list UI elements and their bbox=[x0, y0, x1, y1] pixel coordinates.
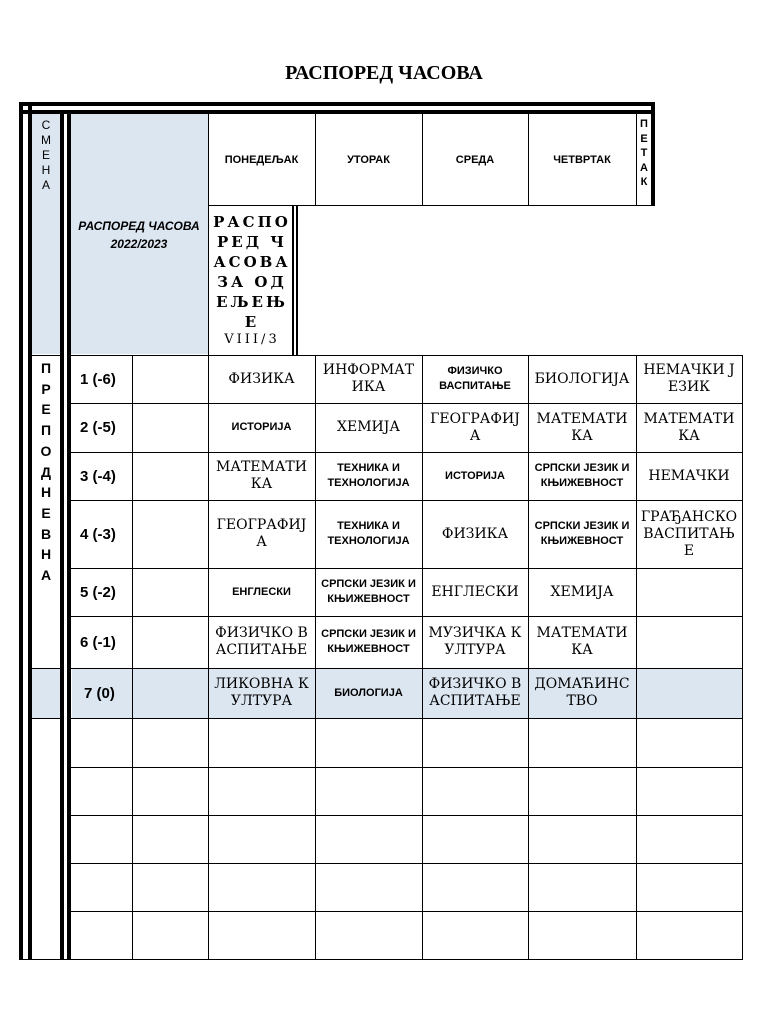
day-header-2: УТОРАК bbox=[347, 153, 390, 166]
schedule-cell: МАТЕМАТИКА bbox=[643, 410, 735, 444]
schedule-cell: ТЕХНИКА И ТЕХНОЛОГИЈА bbox=[327, 520, 410, 547]
period-number: 3 (-4) bbox=[80, 467, 116, 485]
schedule-cell: ЛИКОВНА КУЛТУРА bbox=[214, 676, 309, 709]
period-number: 1 (-6) bbox=[80, 370, 116, 388]
period-number: 2 (-5) bbox=[80, 419, 116, 436]
col-line-5 bbox=[528, 355, 529, 959]
shift-col-border-a bbox=[60, 110, 64, 960]
row-line-9 bbox=[71, 815, 743, 816]
class-box-right-b bbox=[296, 205, 298, 355]
page-title: РАСПОРЕД ЧАСОВА bbox=[285, 62, 483, 84]
col-line-1 bbox=[132, 355, 133, 959]
schedule-cell: ФИЗИЧКО ВАСПИТАЊЕ bbox=[428, 676, 522, 709]
day-header-3: СРЕДА bbox=[455, 153, 495, 166]
shift-row7-bg bbox=[30, 668, 62, 718]
shift-name: П Р Е П О Д Н Е В Н А bbox=[40, 360, 52, 584]
schedule-cell: ИСТОРИЈА bbox=[445, 469, 505, 482]
shift-col-border-b bbox=[67, 110, 71, 960]
schedule-cell: ИНФОРМАТИКА bbox=[322, 362, 415, 395]
shift-label: С М Е Н А bbox=[41, 118, 51, 192]
schedule-cell: МАТЕМАТИКА bbox=[536, 625, 628, 658]
day-header-5: П Е Т А К bbox=[640, 118, 648, 189]
schedule-cell: МАТЕМАТИКА bbox=[536, 410, 628, 444]
row-line-10 bbox=[71, 863, 743, 864]
class-code: VIII/3 bbox=[224, 332, 280, 347]
shift-row-top bbox=[30, 355, 60, 356]
shift-row7-top bbox=[30, 668, 60, 669]
schedule-cell bbox=[640, 616, 738, 668]
class-box-right-a bbox=[292, 205, 294, 355]
col-line-7 bbox=[742, 355, 743, 959]
period-number: 7 (0) bbox=[84, 684, 115, 702]
schedule-cell: ДОМАЋИНСТВО bbox=[534, 676, 630, 709]
schedule-cell: ГРАЂАНСКО ВАСПИТАЊЕ bbox=[640, 508, 738, 559]
schedule-cell: ХЕМИЈА bbox=[550, 583, 614, 600]
schedule-caption: РАСПОРЕД ЧАСОВА 2022/2023 bbox=[78, 219, 200, 251]
row-line-12 bbox=[71, 959, 743, 960]
schedule-cell: СРПСКИ ЈЕЗИК И КЊИЖЕВНОСТ bbox=[321, 578, 416, 605]
schedule-cell: ТЕХНИКА И ТЕХНОЛОГИЈА bbox=[327, 462, 410, 489]
shift-row7-bottom bbox=[30, 718, 60, 719]
day-header-1: ПОНЕДЕЉАК bbox=[224, 153, 299, 166]
schedule-cell: ХЕМИЈА bbox=[337, 419, 400, 435]
col-line-6 bbox=[636, 355, 637, 959]
schedule-cell: БИОЛОГИЈА bbox=[534, 370, 630, 387]
schedule-cell: МАТЕМАТИКА bbox=[216, 459, 307, 492]
schedule-cell: СРПСКИ ЈЕЗИК И КЊИЖЕВНОСТ bbox=[321, 628, 416, 655]
period-number: 5 (-2) bbox=[80, 583, 116, 601]
col-line-3 bbox=[315, 355, 316, 959]
col-line-2 bbox=[208, 355, 209, 959]
schedule-cell: СРПСКИ ЈЕЗИК И КЊИЖЕВНОСТ bbox=[534, 462, 630, 489]
top-right-border bbox=[651, 102, 655, 206]
schedule-cell: БИОЛОГИЈА bbox=[334, 686, 403, 699]
schedule-cell: ФИЗИЧКО ВАСПИТАЊЕ bbox=[439, 365, 511, 392]
schedule-cell bbox=[640, 568, 738, 616]
schedule-cell: НЕМАЧКИ ЈЕЗИК bbox=[643, 362, 735, 395]
schedule-cell: ЕНГЛЕСКИ bbox=[431, 583, 519, 600]
schedule-cell: ГЕОГРАФИЈА bbox=[216, 517, 307, 550]
class-title bbox=[212, 212, 292, 352]
row-line-11 bbox=[71, 911, 743, 912]
schedule-cell: ГЕОГРАФИЈА bbox=[430, 410, 520, 444]
schedule-cell bbox=[640, 668, 738, 718]
schedule-cell: ЕНГЛЕСКИ bbox=[232, 585, 291, 598]
period-number: 4 (-3) bbox=[80, 525, 116, 543]
schedule-cell: НЕМАЧКИ bbox=[648, 467, 730, 484]
col-line-4 bbox=[422, 355, 423, 959]
row-line-7 bbox=[71, 718, 743, 719]
period-number: 6 (-1) bbox=[80, 633, 116, 651]
schedule-cell: СРПСКИ ЈЕЗИК И КЊИЖЕВНОСТ bbox=[534, 520, 630, 547]
schedule-cell: ФИЗИКА bbox=[228, 370, 295, 387]
schedule-cell: ФИЗИЧКО ВАСПИТАЊЕ bbox=[215, 625, 308, 658]
top-border-outer bbox=[19, 102, 655, 106]
class-title-text: РАСПОРЕД ЧАСОВА ЗА ОДЕЉЕЊЕ bbox=[213, 213, 291, 331]
row-line-8 bbox=[71, 767, 743, 768]
schedule-cell: МУЗИЧКА КУЛТУРА bbox=[428, 625, 522, 658]
schedule-cell: ФИЗИКА bbox=[441, 525, 509, 542]
day-header-4: ЧЕТВРТАК bbox=[553, 153, 611, 166]
schedule-cell: ИСТОРИЈА bbox=[231, 421, 292, 433]
left-border-outer bbox=[19, 102, 23, 960]
